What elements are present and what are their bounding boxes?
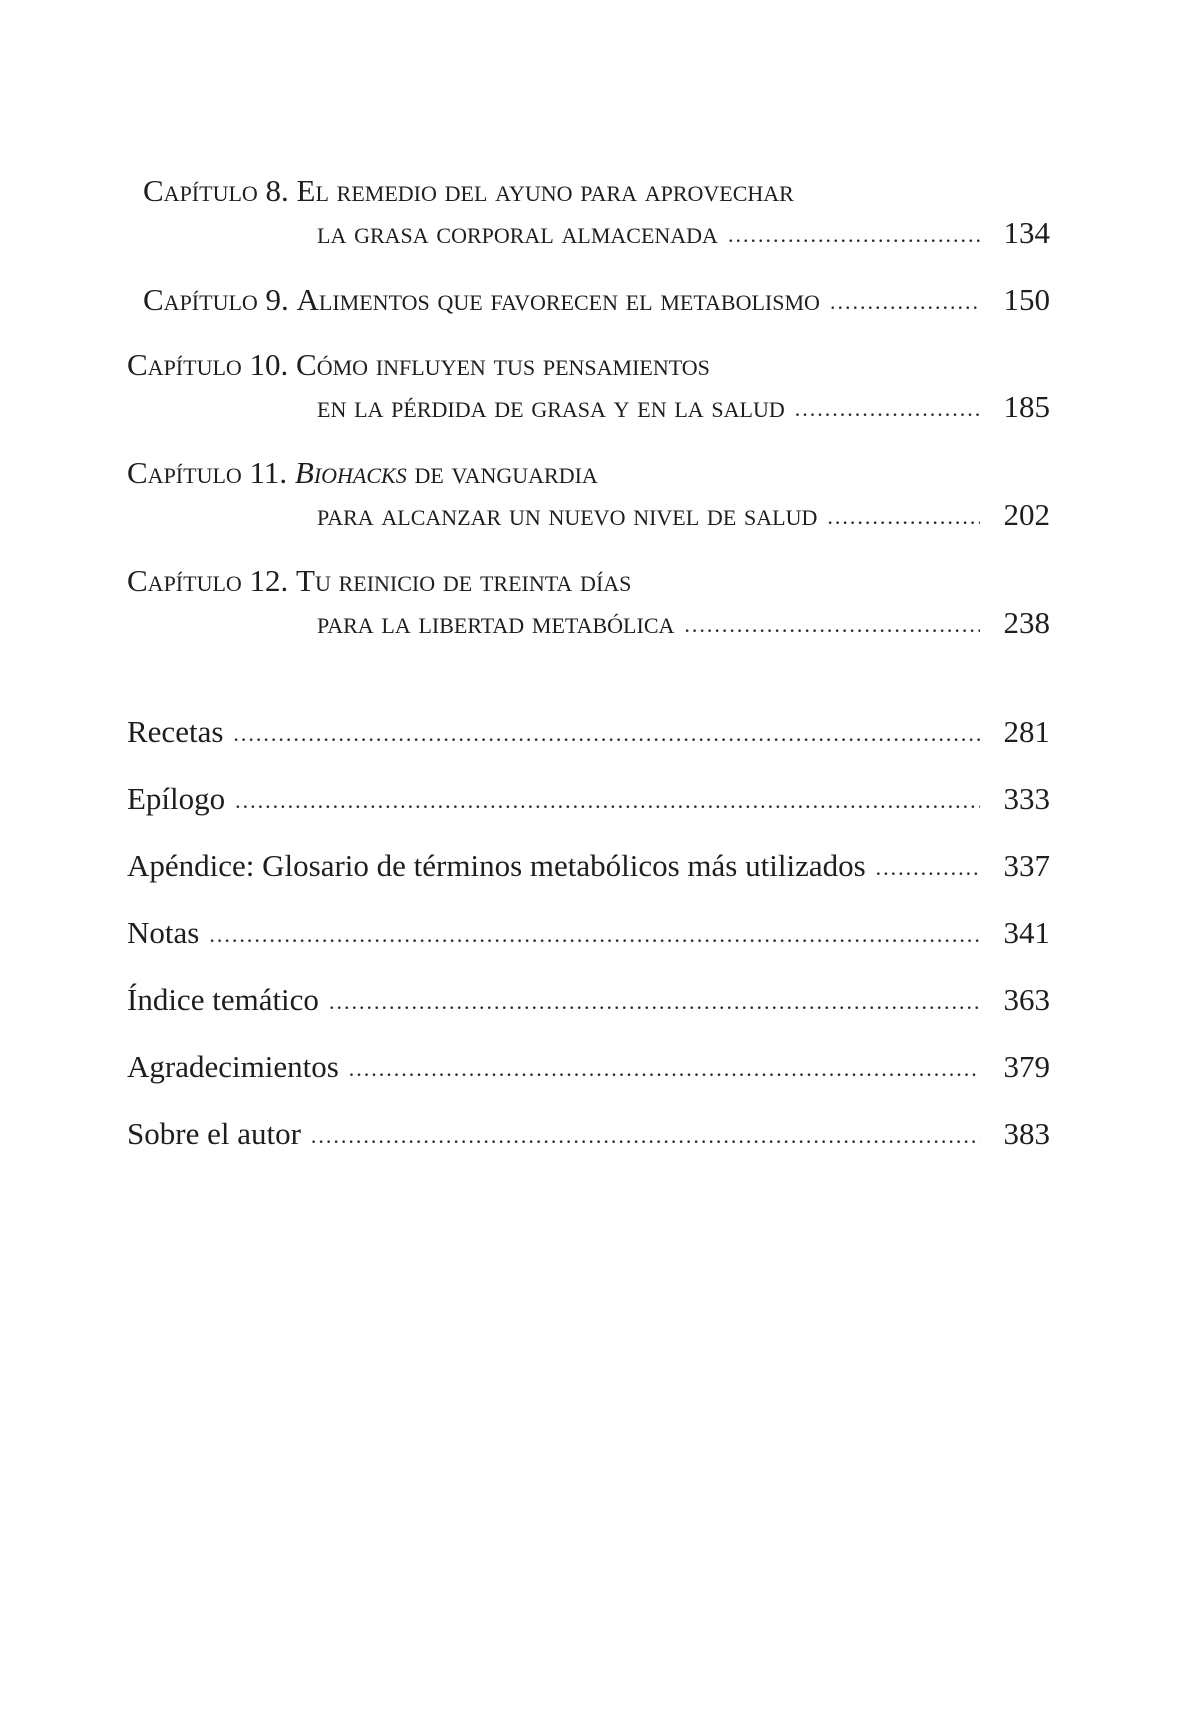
chapter-11-heading-line xyxy=(127,452,1050,494)
entry-page-number: 281 xyxy=(1003,714,1050,749)
chapter-8-heading-line xyxy=(127,170,1050,212)
chapter-11-title-italic: Biohacks xyxy=(294,455,407,490)
chapter-8-title-line-1: El remedio del ayuno para aprovechar xyxy=(296,173,794,208)
chapter-10-label: Capítulo 10. xyxy=(127,347,289,382)
entry-title: Agradecimientos xyxy=(127,1049,339,1084)
toc-chapter-12 xyxy=(127,560,1050,644)
chapter-9-label: Capítulo 9. xyxy=(143,282,289,317)
toc-entry-recetas xyxy=(127,712,1050,752)
chapter-11-title-line-1-rest: de vanguardia xyxy=(414,455,598,490)
toc-entry-sobre-el-autor xyxy=(127,1114,1050,1154)
leader-dots xyxy=(684,604,980,646)
toc-chapter-8 xyxy=(127,170,1050,254)
leader-dots xyxy=(209,915,980,955)
chapter-10-heading-line xyxy=(127,344,1050,386)
toc-entry-agradecimientos xyxy=(127,1047,1050,1087)
toc-entry-notas xyxy=(127,913,1050,953)
chapter-12-page-number: 238 xyxy=(1003,605,1050,640)
entry-page-number: 333 xyxy=(1003,781,1050,816)
leader-dots xyxy=(830,281,980,323)
entry-page-number: 383 xyxy=(1003,1116,1050,1151)
chapter-12-title-line-1: Tu reinicio de treinta días xyxy=(296,563,632,598)
chapter-9-heading-line xyxy=(127,279,1050,321)
entry-title: Apéndice: Glosario de términos metabólicos más utilizados xyxy=(127,848,866,883)
toc-entry-indice-tematico xyxy=(127,980,1050,1020)
toc-entry-epilogo xyxy=(127,779,1050,819)
chapter-8-continuation-line xyxy=(127,212,1050,254)
toc-chapter-11 xyxy=(127,452,1050,536)
leader-dots xyxy=(349,1049,980,1089)
entry-title: Notas xyxy=(127,915,200,950)
chapter-11-title-line-2: para alcanzar un nuevo nivel de salud xyxy=(317,497,818,532)
chapter-11-page-number: 202 xyxy=(1003,497,1050,532)
chapter-8-page-number: 134 xyxy=(1003,215,1050,250)
chapter-11-label: Capítulo 11. xyxy=(127,455,288,490)
chapter-8-title-line-2: la grasa corporal almacenada xyxy=(317,215,718,250)
toc-entry-apendice xyxy=(127,846,1050,886)
chapter-12-label: Capítulo 12. xyxy=(127,563,289,598)
chapter-11-continuation-line xyxy=(127,494,1050,536)
leader-dots xyxy=(876,848,980,888)
chapter-12-continuation-line xyxy=(127,602,1050,644)
table-of-contents xyxy=(127,170,1050,1181)
entry-page-number: 341 xyxy=(1003,915,1050,950)
entry-page-number: 337 xyxy=(1003,848,1050,883)
entry-title: Sobre el autor xyxy=(127,1116,301,1151)
toc-chapter-10 xyxy=(127,344,1050,428)
entry-title: Epílogo xyxy=(127,781,226,816)
entry-title: Recetas xyxy=(127,714,224,749)
entry-page-number: 363 xyxy=(1003,982,1050,1017)
leader-dots xyxy=(728,214,980,256)
chapter-10-page-number: 185 xyxy=(1003,389,1050,424)
chapter-9-title-line-1: Alimentos que favorecen el metabolismo xyxy=(296,282,820,317)
entry-title: Índice temático xyxy=(127,982,319,1017)
toc-chapter-9 xyxy=(127,279,1050,321)
chapter-12-heading-line xyxy=(127,560,1050,602)
chapter-10-continuation-line xyxy=(127,386,1050,428)
toc-back-matter xyxy=(127,712,1050,1154)
chapter-9-page-number: 150 xyxy=(1003,282,1050,317)
entry-page-number: 379 xyxy=(1003,1049,1050,1084)
leader-dots xyxy=(311,1116,980,1156)
leader-dots xyxy=(795,388,980,430)
chapter-12-title-line-2: para la libertad metabólica xyxy=(317,605,675,640)
chapter-10-title-line-1: Cómo influyen tus pensamientos xyxy=(296,347,710,382)
leader-dots xyxy=(827,496,980,538)
chapter-8-label: Capítulo 8. xyxy=(143,173,289,208)
chapter-10-title-line-2: en la pérdida de grasa y en la salud xyxy=(317,389,785,424)
leader-dots xyxy=(329,982,980,1022)
leader-dots xyxy=(235,781,980,821)
leader-dots xyxy=(233,714,980,754)
